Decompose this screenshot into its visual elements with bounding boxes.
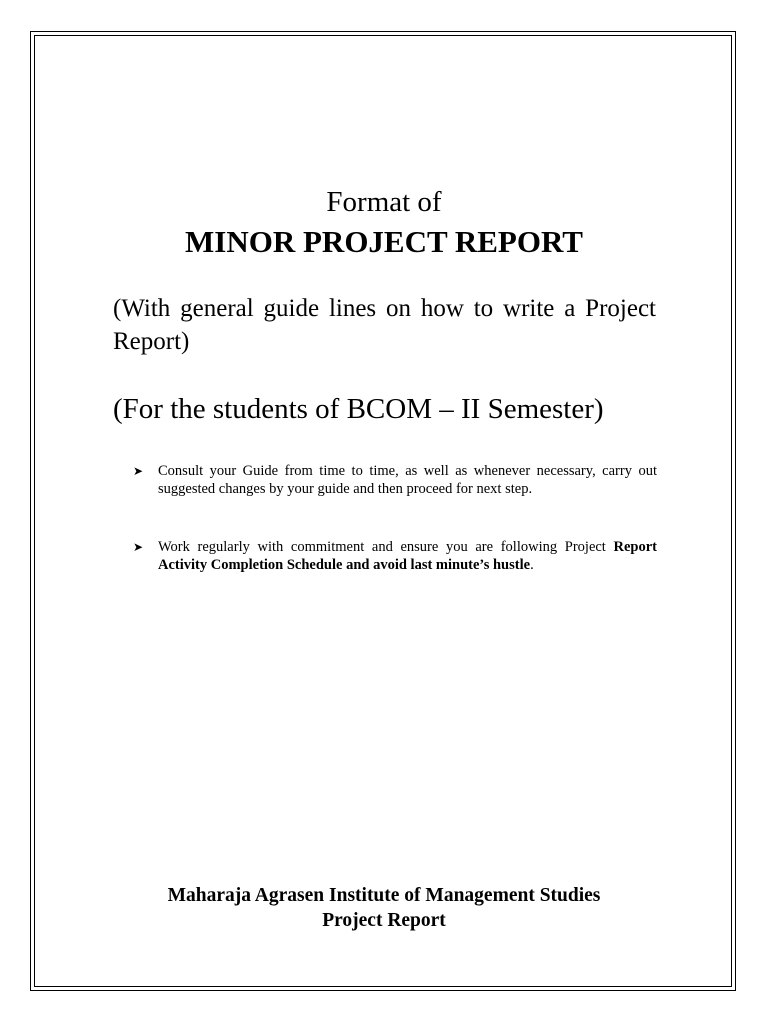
list-item-text: Work regularly with commitment and ensure you are following Project [158,539,614,555]
audience-line: (For the students of BCOM – II Semester) [113,393,604,425]
subtitle: (With general guide lines on how to write a Project Report) [113,295,656,355]
arrow-bullet-icon: ➤ [133,464,144,478]
list-item-bold-text: Report Activity Completion Schedule and avoid last minute’s hustle [158,539,657,573]
list-item-text: Consult your Guide from time to time, as well as whenever necessary, carry out suggested changes by your guide and then proceed for next step. [158,463,657,497]
title-format-of: Format of [326,186,442,218]
page-title: MINOR PROJECT REPORT [185,224,583,259]
list-item [133,538,657,574]
list-item-trailing-text: . [530,557,534,573]
arrow-bullet-icon: ➤ [133,540,144,554]
footer [0,883,768,933]
footer-institute: Maharaja Agrasen Institute of Management Studies [167,885,601,906]
guideline-list [133,462,657,614]
footer-label: Project Report [322,910,446,931]
list-item [133,462,657,498]
